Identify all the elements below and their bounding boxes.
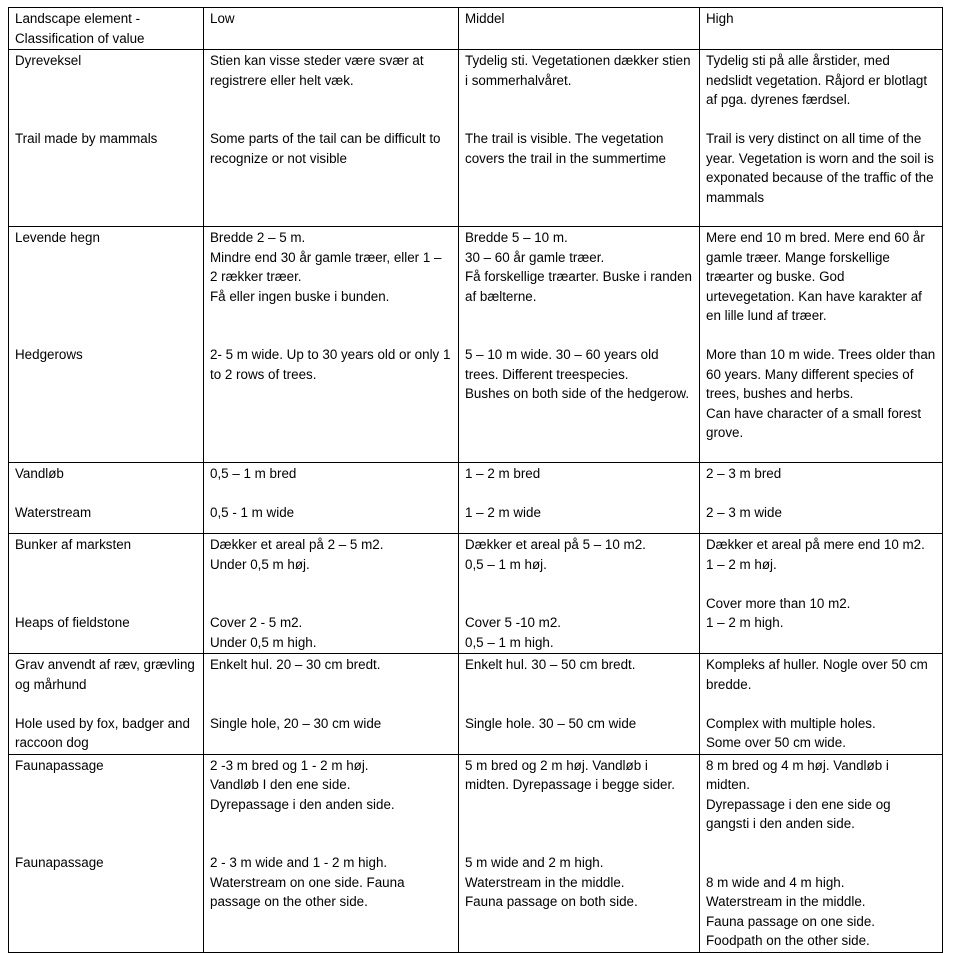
element-cell: Dyreveksel Trail made by mammals (9, 50, 204, 227)
header-low: Low (204, 8, 459, 50)
low-cell: Enkelt hul. 20 – 30 cm bredt. Single hole, 20 – 30 cm wide (204, 654, 459, 755)
high-cell: Mere end 10 m bred. Mere end 60 år gamle træer. Mange forskellige træarter og buske. God urtevegetation. Kan have karakter af en lille lund af træer. More than 10 m wide. Trees older than 60 years. Many different species of trees, bushes and herbs. Can have character of a small forest grove. (700, 227, 943, 463)
header-high: High (700, 8, 943, 50)
middel-cell: Bredde 5 – 10 m. 30 – 60 år gamle træer. Få forskellige træarter. Buske i randen af bælterne. 5 – 10 m wide. 30 – 60 years old trees. Different treespecies. Bushes on both side of the hedgerow. (459, 227, 700, 463)
table-row (9, 534, 943, 654)
high-cell: 8 m bred og 4 m høj. Vandløb i midten. Dyrepassage i den ene side og gangsti i den anden side. 8 m wide and 4 m high. Waterstream in the middle. Fauna passage on one side. Foodpath on the other side. (700, 754, 943, 952)
high-cell: Kompleks af huller. Nogle over 50 cm bredde. Complex with multiple holes. Some over 50 cm wide. (700, 654, 943, 755)
classification-table (8, 7, 943, 953)
header-middel: Middel (459, 8, 700, 50)
low-cell: 0,5 – 1 m bred 0,5 - 1 m wide (204, 463, 459, 534)
high-cell: 2 – 3 m bred 2 – 3 m wide (700, 463, 943, 534)
header-row (9, 8, 943, 50)
element-cell: Bunker af marksten Heaps of fieldstone (9, 534, 204, 654)
middel-cell: 5 m bred og 2 m høj. Vandløb i midten. Dyrepassage i begge sider. 5 m wide and 2 m high. Waterstream in the middle. Fauna passage on both side. (459, 754, 700, 952)
high-cell: Tydelig sti på alle årstider, med nedslidt vegetation. Råjord er blotlagt af pga. dyrenes færdsel. Trail is very distinct on all time of the year. Vegetation is worn and the soil is exponated because of the traffic of the mammals (700, 50, 943, 227)
low-cell: Bredde 2 – 5 m. Mindre end 30 år gamle træer, eller 1 – 2 rækker træer. Få eller ingen buske i bunden. 2- 5 m wide. Up to 30 years old or only 1 to 2 rows of trees. (204, 227, 459, 463)
table-row (9, 754, 943, 952)
low-cell: Stien kan visse steder være svær at registrere eller helt væk. Some parts of the tail can be difficult to recognize or not visible (204, 50, 459, 227)
table-row (9, 227, 943, 463)
low-cell: Dækker et areal på 2 – 5 m2. Under 0,5 m høj. Cover 2 - 5 m2. Under 0,5 m high. (204, 534, 459, 654)
table-row (9, 50, 943, 227)
element-cell: Vandløb Waterstream (9, 463, 204, 534)
middel-cell: 1 – 2 m bred 1 – 2 m wide (459, 463, 700, 534)
low-cell: 2 -3 m bred og 1 - 2 m høj. Vandløb I den ene side. Dyrepassage i den anden side. 2 - 3 m wide and 1 - 2 m high. Waterstream on one side. Fauna passage on the other side. (204, 754, 459, 952)
table-row (9, 463, 943, 534)
header-element: Landscape element - Classification of value (9, 8, 204, 50)
element-cell: Grav anvendt af ræv, grævling og mårhund Hole used by fox, badger and raccoon dog (9, 654, 204, 755)
table-row (9, 654, 943, 755)
middel-cell: Dækker et areal på 5 – 10 m2. 0,5 – 1 m høj. Cover 5 -10 m2. 0,5 – 1 m high. (459, 534, 700, 654)
middel-cell: Tydelig sti. Vegetationen dækker stien i sommerhalvåret. The trail is visible. The vegetation covers the trail in the summertime (459, 50, 700, 227)
middel-cell: Enkelt hul. 30 – 50 cm bredt. Single hole. 30 – 50 cm wide (459, 654, 700, 755)
high-cell: Dækker et areal på mere end 10 m2. 1 – 2 m høj. Cover more than 10 m2. 1 – 2 m high. (700, 534, 943, 654)
element-cell: Levende hegn Hedgerows (9, 227, 204, 463)
element-cell: Faunapassage Faunapassage (9, 754, 204, 952)
